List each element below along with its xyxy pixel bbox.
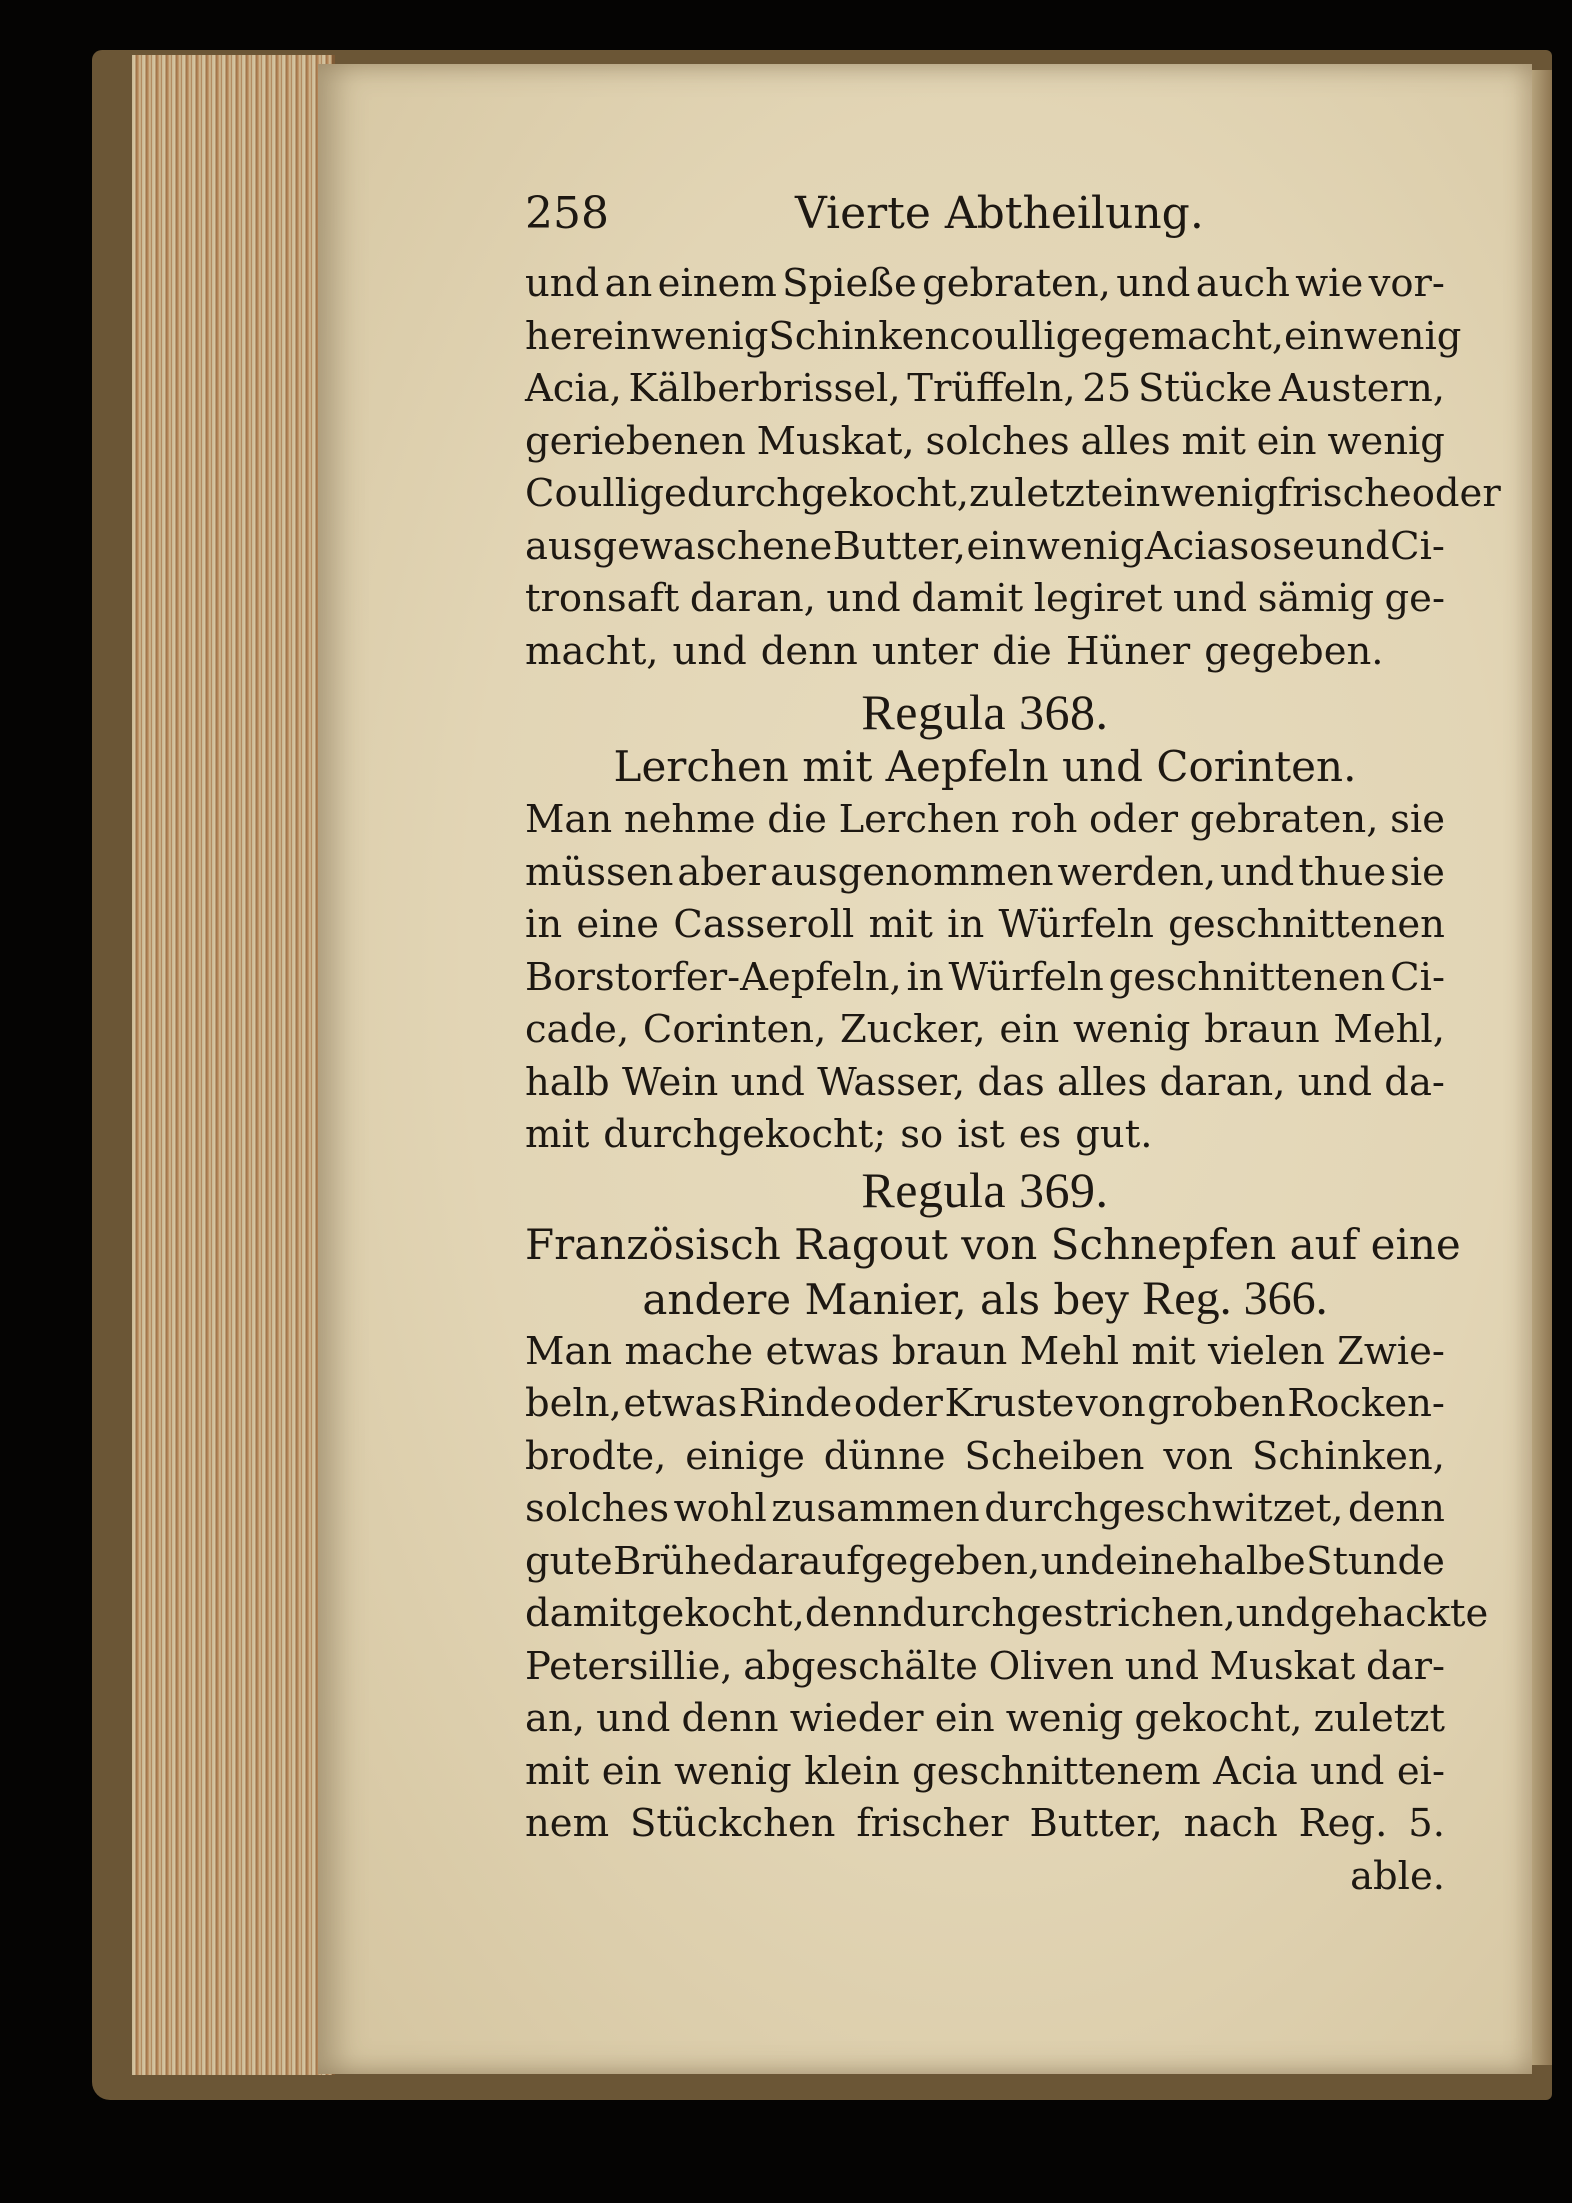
text-line: gute Brühe darauf gegeben, und eine halbe Stunde — [525, 1538, 1445, 1584]
text-line: Man nehme die Lerchen roh oder gebraten, sie — [525, 797, 1445, 842]
regula-369-title-ref: Reg. 366. — [1142, 1271, 1328, 1325]
text-line: beln, etwas Rinde oder Kruste von groben Rocken- — [525, 1381, 1445, 1426]
running-head: Vierte Abtheilung. — [795, 188, 1204, 239]
text-line: macht, und denn unter die Hüner gegeben. — [525, 628, 1384, 674]
text-line: tronsaft daran, und damit legiret und sämig ge- — [525, 576, 1445, 621]
regula-369-title-line2 — [525, 1272, 1445, 1326]
regula-368-text — [525, 794, 1445, 1162]
text-line: Borstorfer-Aepfeln, in Würfeln geschnittenen Ci- — [525, 954, 1445, 1000]
regula-369-title-text: andere Manier, als bey — [642, 1274, 1129, 1324]
text-line: solches wohl zusammen durchgeschwitzet, denn — [525, 1486, 1445, 1531]
text-line: halb Wein und Wasser, das alles daran, und da- — [525, 1059, 1445, 1105]
text-line: an, und denn wieder ein wenig gekocht, zuletzt — [525, 1696, 1445, 1741]
regula-369-heading: Regula 369. — [861, 1161, 1109, 1218]
regula-368-heading: Regula 368. — [861, 684, 1109, 740]
regula-368-title: Lerchen mit Aepfeln und Corinten. — [613, 742, 1357, 791]
text-line: mit durchgekocht; so ist es gut. — [525, 1112, 1153, 1157]
regula-369-text — [525, 1326, 1489, 1851]
text-line: geriebenen Muskat, solches alles mit ein wenig — [525, 418, 1445, 464]
catchword: able. — [1350, 1853, 1445, 1899]
text-line: ausgewaschene Butter, ein wenig Aciasose und Ci- — [525, 523, 1445, 569]
text-line: Man mache etwas braun Mehl mit vielen Zwie- — [525, 1328, 1445, 1374]
text-line: her ein wenig Schinkencoullige gemacht, ein wenig — [525, 313, 1462, 359]
page-number: 258 — [525, 188, 609, 239]
text-line: cade, Corinten, Zucker, ein wenig braun Mehl, — [525, 1007, 1445, 1052]
page-header — [525, 178, 1445, 258]
text-line: und an einem Spieße gebraten, und auch wie vor- — [525, 261, 1445, 306]
text-line: nem Stückchen frischer Butter, nach Reg. 5. — [525, 1801, 1445, 1846]
text-line: mit ein wenig klein geschnittenem Acia und ei- — [525, 1748, 1445, 1794]
text-line: damit gekocht, denn durchgestrichen, und gehackte — [525, 1591, 1489, 1636]
text-line: Petersillie, abgeschälte Oliven und Muskat dar- — [525, 1643, 1445, 1689]
page-content — [525, 178, 1501, 1903]
text-line: müssen aber ausgenommen werden, und thue sie — [525, 849, 1445, 895]
text-line: Acia, Kälberbrissel, Trüffeln, 25 Stücke Austern, — [525, 366, 1445, 411]
text-line: brodte, einige dünne Scheiben von Schinken, — [525, 1433, 1445, 1479]
catchword-line — [525, 1851, 1445, 1904]
regula-369-title-line1: Französisch Ragout von Schnepfen auf eine — [525, 1219, 1461, 1269]
page-edges-stack — [132, 55, 335, 2075]
recipe-continued-text — [525, 258, 1501, 678]
text-line: Coullige durchgekocht, zuletzt ein wenig frische oder — [525, 471, 1501, 516]
text-line: in eine Casseroll mit in Würfeln geschnittenen — [525, 902, 1445, 947]
